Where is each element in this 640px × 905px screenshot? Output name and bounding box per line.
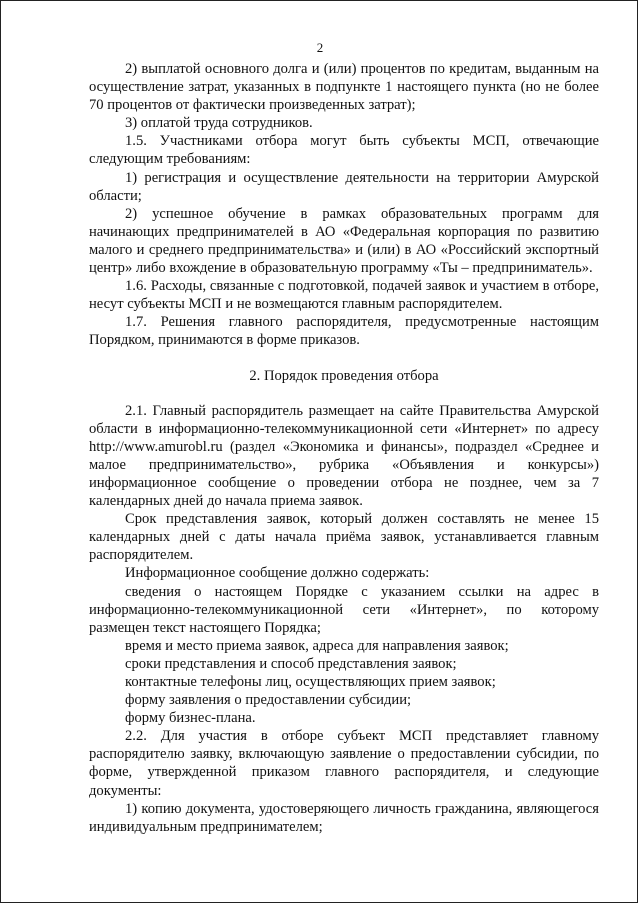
paragraph: Срок представления заявок, который должен составлять не менее 15 календарных дней с даты начала приёма заявок, устанавливается главным распорядителем. (89, 511, 599, 564)
paragraph: 2.2. Для участия в отборе субъект МСП представляет главному распорядителю заявку, включающую заявление о предоставлении субсидии, по форме, утвержденной приказом главного распорядителя, и следующие документы: (89, 728, 599, 799)
paragraph: сведения о настоящем Порядке с указанием ссылки на адрес в информационно-телекоммуникационной сети «Интернет», по которому размещен текст настоящего Порядка; (89, 583, 599, 636)
document-body (89, 60, 599, 836)
section-title: 2. Порядок проведения отбора (249, 367, 439, 384)
page-number: 2 (316, 40, 324, 55)
list-item: форму заявления о предоставлении субсидии; (125, 692, 412, 709)
paragraph: 1) копию документа, удостоверяющего личность гражданина, являющегося индивидуальным предпринимателем; (89, 800, 599, 835)
paragraph: 2) успешное обучение в рамках образовательных программ для начинающих предпринимателей в АО «Федеральная корпорация по развитию малого и среднего предпринимательства» и (или) в АО «Российский экспортный центр» либо вхождение в образовательную программу «Ты – предприниматель». (89, 205, 599, 277)
paragraph: 1.5. Участниками отбора могут быть субъекты МСП, отвечающие следующим требованиям: (89, 133, 599, 168)
list-item: форму бизнес-плана. (125, 710, 256, 727)
list-item: время и место приема заявок, адреса для направления заявок; (125, 637, 509, 654)
paragraph: 2.1. Главный распорядитель размещает на сайте Правительства Амурской области в информационно-телекоммуникационной сети «Интернет» по адресу http://www.amurobl.ru (раздел «Экономика и финансы», подраздел «Среднее и малое предпринимательство», рубрика «Объявления и конкурсы») информационное сообщение о проведении отбора не позднее, чем за 7 календарных дней до начала приема заявок. (89, 402, 599, 510)
paragraph: 3) оплатой труда сотрудников. (125, 115, 313, 132)
paragraph: 1) регистрация и осуществление деятельности на территории Амурской области; (89, 169, 599, 204)
list-item: сроки представления и способ представления заявок; (125, 655, 457, 672)
paragraph: 2) выплатой основного долга и (или) процентов по кредитам, выданным на осуществление затрат, указанных в подпункте 1 настоящего пункта (но не более 70 процентов от фактически произведенных затрат); (89, 61, 599, 114)
paragraph: Информационное сообщение должно содержать: (125, 565, 430, 582)
paragraph: 1.7. Решения главного распорядителя, предусмотренные настоящим Порядком, принимаются в форме приказов. (89, 314, 599, 349)
paragraph: 1.6. Расходы, связанные с подготовкой, подачей заявок и участием в отборе, несут субъекты МСП и не возмещаются главным распорядителем. (89, 278, 599, 313)
list-item: контактные телефоны лиц, осуществляющих прием заявок; (125, 674, 496, 690)
